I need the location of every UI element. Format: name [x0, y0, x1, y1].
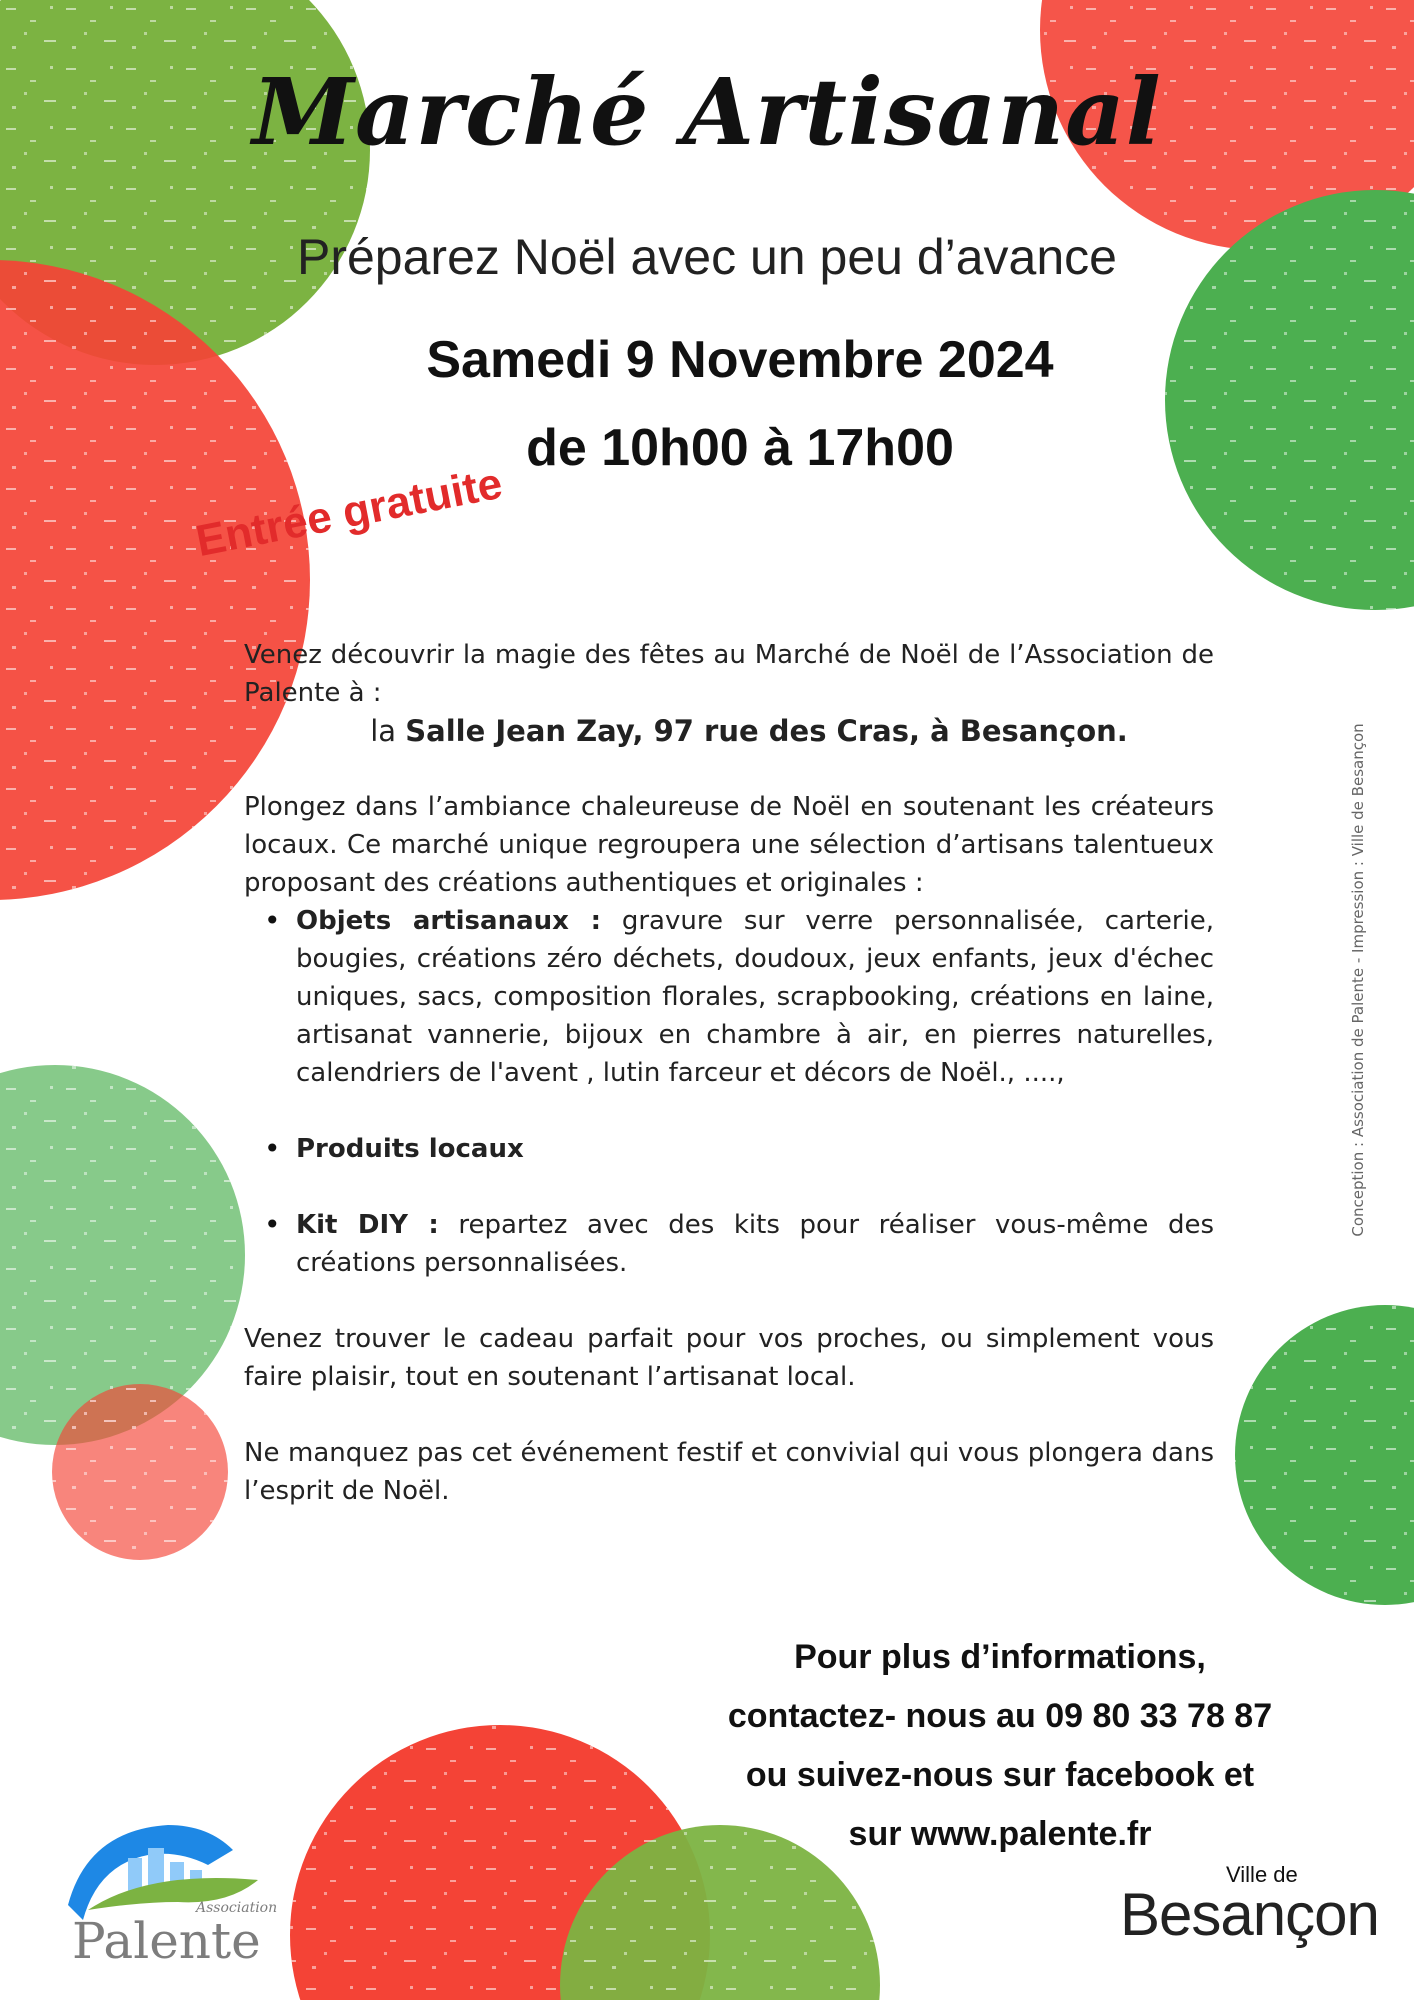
poster-body [244, 636, 1214, 1510]
item-label: Kit DIY : [296, 1210, 439, 1240]
event-date: Samedi 9 Novembre 2024 [426, 331, 1054, 389]
contact-block [640, 1628, 1360, 1864]
association-label: Association [196, 1900, 278, 1916]
event-hours: de 10h00 à 17h00 [526, 419, 954, 477]
contact-line: Pour plus d’informations, [794, 1638, 1206, 1676]
intro-paragraph: Venez découvrir la magie des fêtes au Marché de Noël de l’Association de Palente à : [244, 640, 1214, 708]
poster-title: Marché Artisanal [252, 58, 1162, 166]
venue-prefix: la [370, 714, 397, 748]
description-paragraph: Plongez dans l’ambiance chaleureuse de Noël en soutenant les créateurs locaux. Ce marché unique regroupera une sélection d’artisans talentueux proposant des créations authentiques et originales : [244, 792, 1214, 898]
item-text: gravure sur verre personnalisée, carterie, bougies, créations zéro déchets, doudoux, jeux enfants, jeux d'échec uniques, sacs, composition florales, scrapbooking, créations en laine, artisanat vannerie, bijoux en chambre à air, en pierres naturelles, calendriers de l'avent , lutin farceur et décors de Noël., ...., [296, 906, 1214, 1088]
features-list [244, 902, 1214, 1282]
gift-paragraph: Venez trouver le cadeau parfait pour vos proches, ou simplement vous faire plaisir, tout en soutenant l’artisanat local. [244, 1324, 1214, 1392]
besancon-logo-text: Besançon [1120, 1881, 1379, 1948]
item-label: Objets artisanaux : [296, 906, 601, 936]
free-entry-label: Entrée gratuite [192, 458, 507, 567]
list-item [296, 1206, 1214, 1282]
poster-subtitle: Préparez Noël avec un peu d’avance [297, 229, 1117, 285]
contact-website-line: sur www.palente.fr [848, 1815, 1152, 1853]
credits-vertical: Conception : Association de Palente - Impression : Ville de Besançon [1349, 723, 1367, 1237]
contact-phone-line: contactez- nous au 09 80 33 78 87 [727, 1697, 1273, 1735]
venue-line [244, 712, 1214, 750]
venue-address: Salle Jean Zay, 97 rue des Cras, à Besançon. [405, 714, 1128, 748]
contact-line: ou suivez-nous sur facebook et [745, 1756, 1255, 1794]
item-text: repartez avec des kits pour réaliser vous-même des créations personnalisées. [296, 1210, 1214, 1278]
palente-logo-text: Palente [72, 1912, 261, 1970]
list-item [296, 1130, 1214, 1168]
ville-de-label: Ville de [1226, 1862, 1298, 1887]
closing-paragraph: Ne manquez pas cet événement festif et convivial qui vous plongera dans l’esprit de Noël. [244, 1438, 1214, 1506]
item-label: Produits locaux [296, 1134, 524, 1164]
list-item [296, 902, 1214, 1092]
